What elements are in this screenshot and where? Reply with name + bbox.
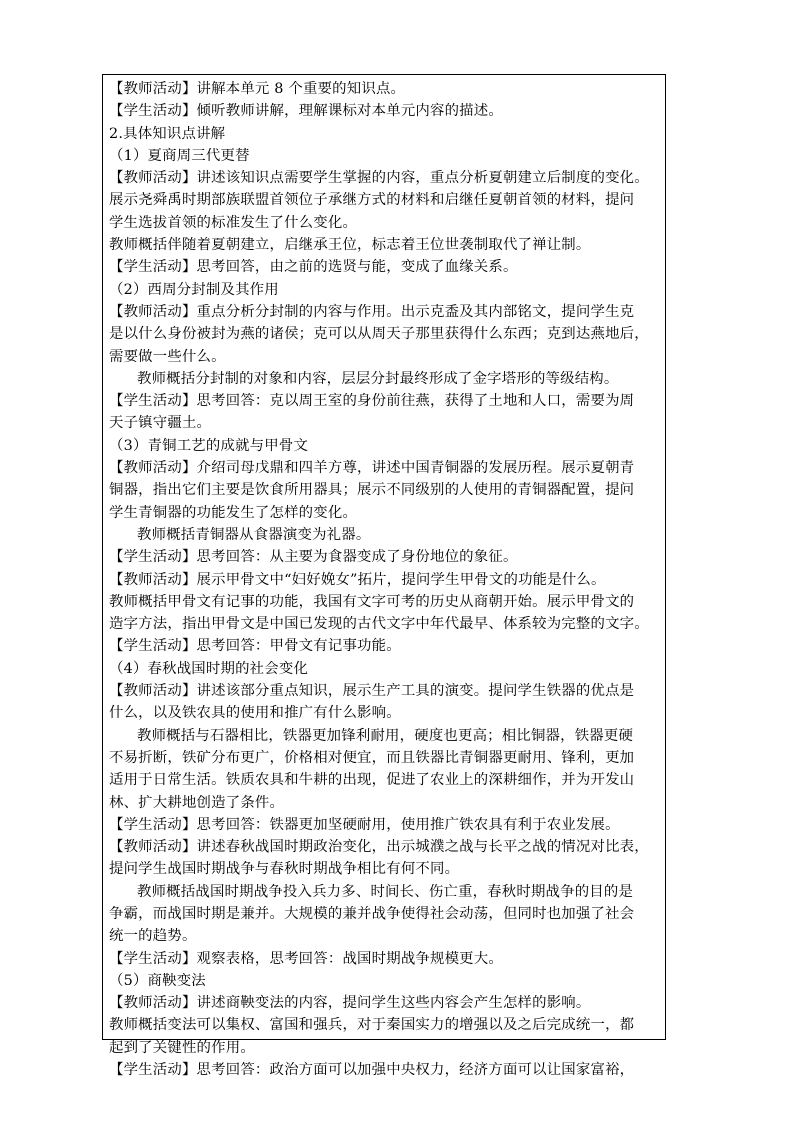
text-line: 【教师活动】讲述春秋战国时期政治变化，出示城濮之战与长平之战的情况对比表，: [109, 839, 649, 856]
text-line: 教师概括伴随着夏朝建立，启继承王位，标志着王位世袭制取代了禅让制。: [109, 237, 591, 254]
text-line: 【学生活动】思考回答：甲骨文有记事功能。: [109, 638, 401, 655]
text-line: 造字方法，指出甲骨文是中国已发现的古代文字中年代最早、体系较为完整的文字。: [109, 616, 649, 633]
text-line: 什么，以及铁农具的使用和推广有什么影响。: [109, 705, 401, 722]
text-line: 【教师活动】展示甲骨文中“妇好娩女”拓片，提问学生甲骨文的功能是什么。: [109, 571, 606, 588]
text-line: 【教师活动】重点分析分封制的内容与作用。出示克盉及其内部铭文，提问学生克: [109, 303, 635, 320]
text-line: 适用于日常生活。铁质农具和牛耕的出现，促进了农业上的深耕细作，并为开发山: [109, 772, 635, 789]
text-line: 教师概括甲骨文有记事的功能，我国有文字可考的历史从商朝开始。展示甲骨文的: [109, 593, 635, 610]
text-line: 提问学生战国时期战争与春秋时期战争相比有何不同。: [109, 861, 460, 878]
text-line: 是以什么身份被封为燕的诸侯；克可以从周天子那里获得什么东西；克到达燕地后，: [109, 326, 649, 343]
text-line: （2）西周分封制及其作用: [109, 281, 279, 298]
text-line: 【教师活动】讲述商鞅变法的内容，提问学生这些内容会产生怎样的影响。: [109, 995, 591, 1012]
text-line: 【教师活动】讲解本单元 8 个重要的知识点。: [109, 81, 406, 97]
text-line: 教师概括战国时期战争投入兵力多、时间长、伤亡重，春秋时期战争的目的是: [137, 883, 634, 900]
text-line: （5）商鞅变法: [109, 972, 206, 989]
text-line: 【教师活动】讲述该部分重点知识，展示生产工具的演变。提问学生铁器的优点是: [109, 683, 635, 700]
text-line: 【学生活动】思考回答：政治方面可以加强中央权力，经济方面可以让国家富裕，: [109, 1062, 635, 1079]
text-line: 统一的趋势。: [109, 928, 197, 945]
text-line: 争霸，而战国时期是兼并。大规模的兼并战争使得社会动荡，但同时也加强了社会: [109, 905, 635, 922]
text-line: 教师概括变法可以集权、富国和强兵，对于秦国实力的增强以及之后完成统一，都: [109, 1017, 635, 1034]
text-line: 起到了关键性的作用。: [109, 1039, 255, 1056]
text-line: 【学生活动】观察表格，思考回答：战国时期战争规模更大。: [109, 950, 503, 967]
text-line: 【学生活动】思考回答：从主要为食器变成了身份地位的象征。: [109, 549, 518, 566]
text-line: 【学生活动】思考回答：铁器更加坚硬耐用，使用推广铁农具有利于农业发展。: [109, 816, 620, 833]
text-line: （4）春秋战国时期的社会变化: [109, 660, 309, 677]
text-line: 【学生活动】思考回答：克以周王室的身份前往燕，获得了土地和人口，需要为周: [109, 393, 635, 410]
text-line: 需要做一些什么。: [109, 348, 226, 365]
text-line: 展示尧舜禹时期部族联盟首领位子承继方式的材料和启继任夏朝首领的材料，提问: [109, 192, 635, 209]
text-line: 天子镇守疆土。: [109, 415, 212, 432]
text-line: 【教师活动】介绍司母戊鼎和四羊方尊，讲述中国青铜器的发展历程。展示夏朝青: [109, 460, 635, 477]
lesson-table-cell: [102, 74, 666, 1079]
text-line: 教师概括青铜器从食器演变为礼器。: [137, 526, 371, 543]
text-line: 教师概括分封制的对象和内容，层层分封最终形成了金字塔形的等级结构。: [137, 370, 619, 387]
text-line: 教师概括与石器相比，铁器更加锋利耐用，硬度也更高；相比铜器，铁器更硬: [137, 727, 634, 744]
text-line: 铜器，指出它们主要是饮食所用器具；展示不同级别的人使用的青铜器配置，提问: [109, 482, 635, 499]
text-line: 【教师活动】讲述该知识点需要学生掌握的内容，重点分析夏朝建立后制度的变化。: [109, 170, 649, 187]
text-line: 学生选拔首领的标准发生了什么变化。: [109, 214, 358, 231]
text-line: 【学生活动】倾听教师讲解，理解课标对本单元内容的描述。: [109, 103, 503, 120]
text-line: 林、扩大耕地创造了条件。: [109, 794, 285, 811]
text-line: 不易折断，铁矿分布更广，价格相对便宜，而且铁器比青铜器更耐用、锋利，更加: [109, 749, 635, 766]
text-line: （1）夏商周三代更替: [109, 147, 250, 164]
text-line: 学生青铜器的功能发生了怎样的变化。: [109, 504, 358, 521]
text-line: 【学生活动】思考回答，由之前的选贤与能，变成了血缘关系。: [109, 259, 518, 276]
text-line: 2.具体知识点讲解: [109, 125, 226, 142]
text-line: （3）青铜工艺的成就与甲骨文: [109, 437, 309, 454]
